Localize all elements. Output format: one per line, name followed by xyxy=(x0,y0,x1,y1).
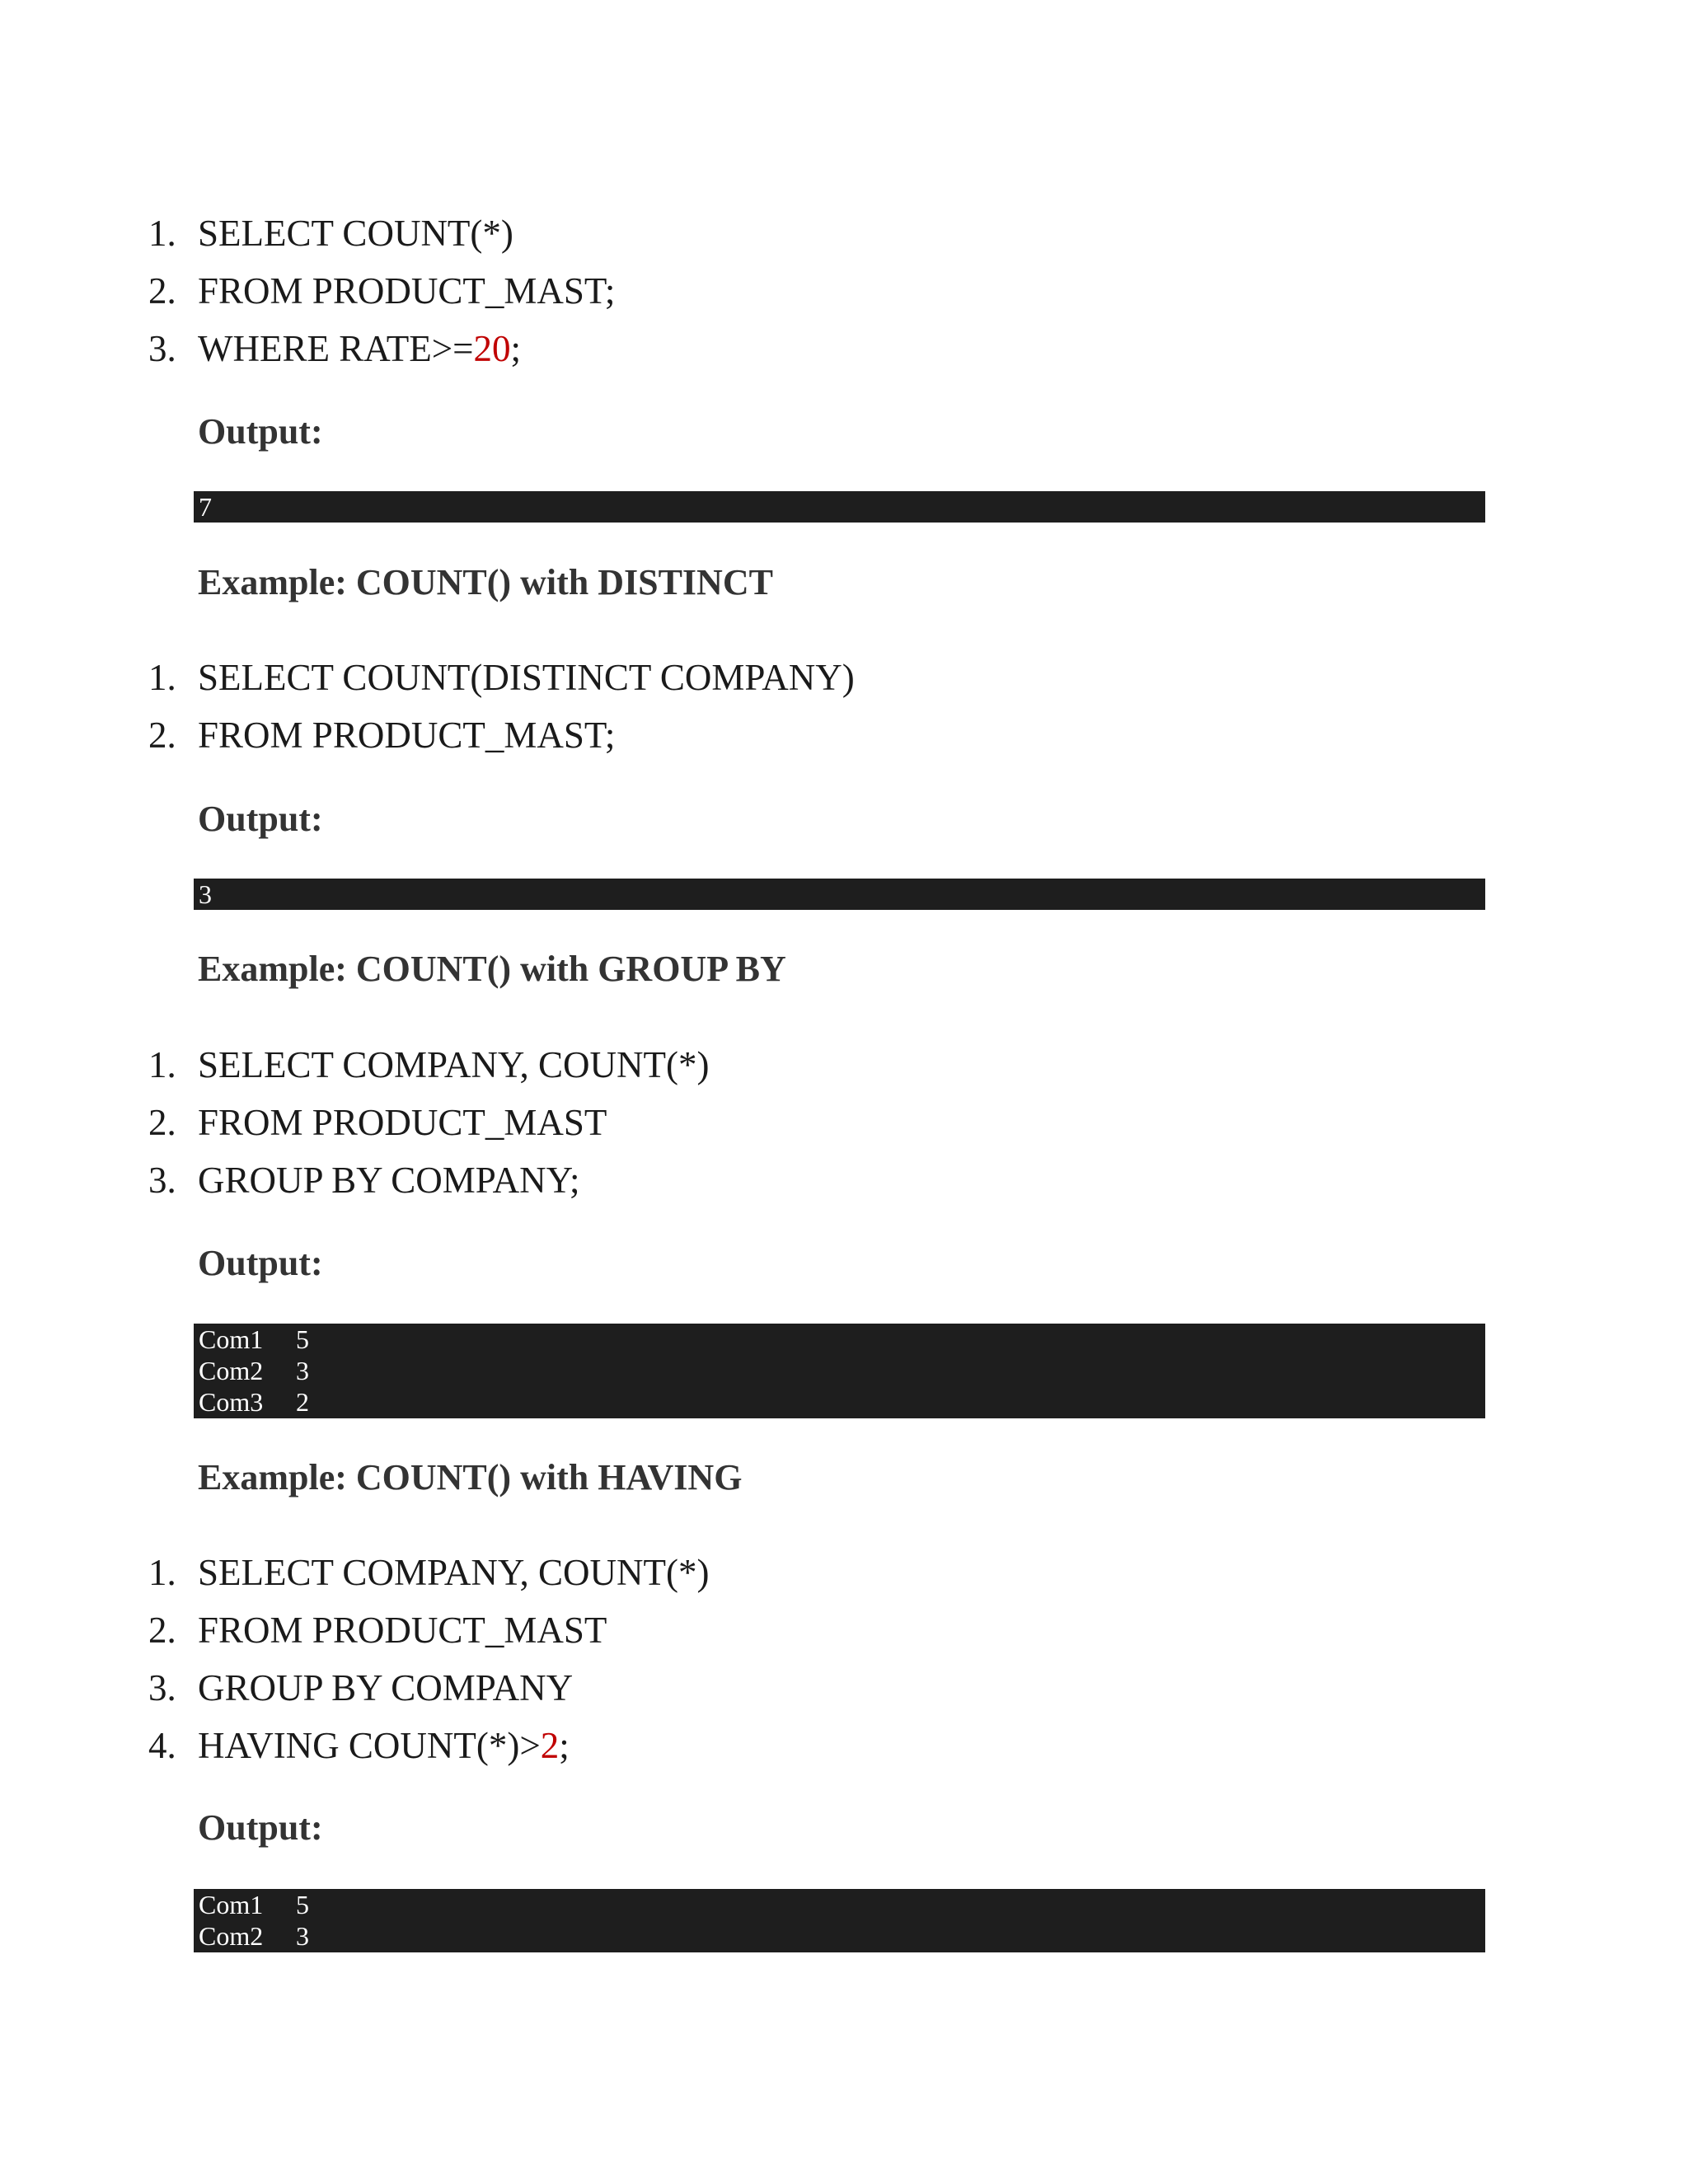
output-row xyxy=(199,1889,1480,1920)
code-text: GROUP BY COMPANY xyxy=(198,1667,574,1708)
number-literal: 2 xyxy=(540,1725,560,1766)
number-literal: 20 xyxy=(473,328,511,369)
output-row xyxy=(199,1355,1480,1386)
code-line xyxy=(140,1659,710,1717)
code-text: HAVING COUNT(*)> xyxy=(198,1725,541,1766)
code-line xyxy=(140,1094,710,1151)
code-line xyxy=(140,262,615,320)
output-row xyxy=(199,1324,1480,1355)
output-label: Output: xyxy=(198,799,323,839)
line-number: 1. xyxy=(148,1044,176,1085)
output-label: Output: xyxy=(198,1807,323,1848)
line-number: 2. xyxy=(148,270,176,312)
output-cell: 3 xyxy=(199,879,212,909)
code-text: GROUP BY COMPANY; xyxy=(198,1160,580,1201)
output-label: Output: xyxy=(198,411,323,452)
output-row xyxy=(199,1920,1480,1952)
output-cell: 3 xyxy=(296,1356,309,1385)
line-number: 1. xyxy=(148,213,176,254)
output-label: Output: xyxy=(198,1243,323,1283)
section-heading: Example: COUNT() with GROUP BY xyxy=(198,949,786,989)
output-box-4 xyxy=(194,1889,1485,1952)
code-suffix: ; xyxy=(559,1725,570,1766)
line-number: 3. xyxy=(148,1667,176,1708)
output-row xyxy=(199,879,1480,910)
code-text: WHERE RATE>= xyxy=(198,328,474,369)
output-cell: Com2 xyxy=(199,1921,264,1951)
output-row xyxy=(199,1386,1480,1418)
code-line xyxy=(140,706,855,764)
code-line xyxy=(140,320,615,377)
code-listing-4 xyxy=(140,1544,710,1774)
output-cell: Com1 xyxy=(199,1890,264,1919)
output-box-3 xyxy=(194,1324,1485,1418)
code-line xyxy=(140,1601,710,1659)
code-text: FROM PRODUCT_MAST; xyxy=(198,270,616,312)
output-cell: 2 xyxy=(296,1387,309,1417)
code-text: SELECT COUNT(*) xyxy=(198,213,513,254)
code-listing-1 xyxy=(140,204,615,377)
code-suffix: ; xyxy=(510,328,521,369)
code-listing-2 xyxy=(140,649,855,764)
code-line xyxy=(140,1717,710,1774)
code-line xyxy=(140,1036,710,1094)
output-cell: Com1 xyxy=(199,1324,264,1354)
line-number: 2. xyxy=(148,715,176,756)
code-line xyxy=(140,204,615,262)
output-cell: 5 xyxy=(296,1890,309,1919)
section-heading: Example: COUNT() with DISTINCT xyxy=(198,562,773,602)
code-listing-3 xyxy=(140,1036,710,1209)
line-number: 4. xyxy=(148,1725,176,1766)
code-text: SELECT COMPANY, COUNT(*) xyxy=(198,1044,710,1085)
output-cell: Com3 xyxy=(199,1387,264,1417)
line-number: 2. xyxy=(148,1102,176,1143)
output-cell: Com2 xyxy=(199,1356,264,1385)
line-number: 1. xyxy=(148,657,176,698)
line-number: 1. xyxy=(148,1552,176,1593)
code-line xyxy=(140,1151,710,1209)
code-line xyxy=(140,1544,710,1601)
code-text: FROM PRODUCT_MAST xyxy=(198,1610,607,1651)
output-box-2 xyxy=(194,879,1485,910)
code-text: FROM PRODUCT_MAST xyxy=(198,1102,607,1143)
code-line xyxy=(140,649,855,706)
output-cell: 3 xyxy=(296,1921,309,1951)
output-cell: 5 xyxy=(296,1324,309,1354)
line-number: 3. xyxy=(148,1160,176,1201)
output-cell: 7 xyxy=(199,492,212,522)
code-text: FROM PRODUCT_MAST; xyxy=(198,715,616,756)
code-text: SELECT COMPANY, COUNT(*) xyxy=(198,1552,710,1593)
line-number: 2. xyxy=(148,1610,176,1651)
line-number: 3. xyxy=(148,328,176,369)
output-box-1 xyxy=(194,491,1485,523)
code-text: SELECT COUNT(DISTINCT COMPANY) xyxy=(198,657,855,698)
output-row xyxy=(199,491,1480,523)
section-heading: Example: COUNT() with HAVING xyxy=(198,1457,743,1497)
